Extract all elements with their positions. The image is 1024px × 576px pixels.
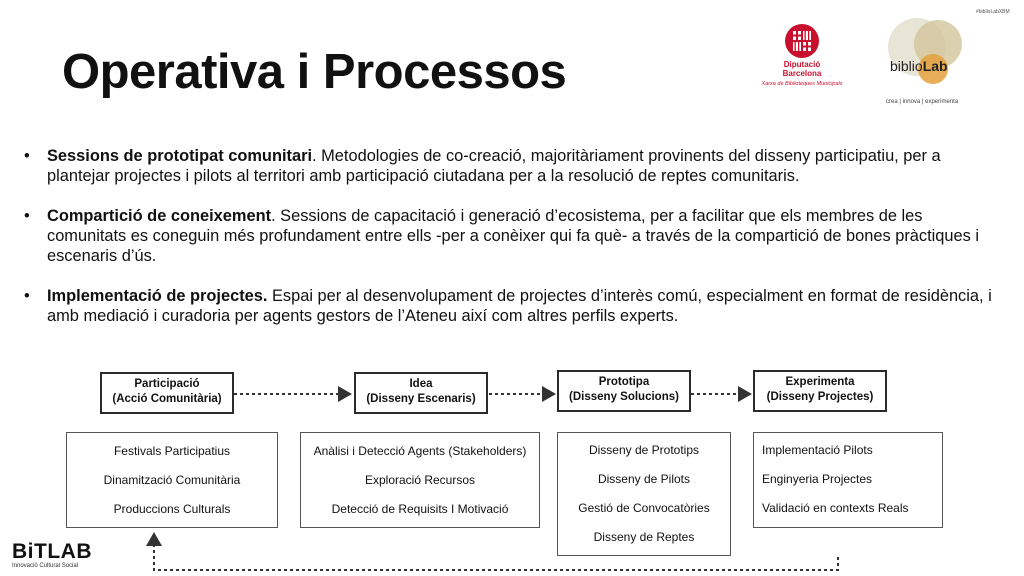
stage-title-experimenta: Experimenta (Disseny Projectes) bbox=[753, 370, 887, 412]
stage-item: Detecció de Requisits I Motivació bbox=[331, 502, 509, 516]
stage-list-participacio bbox=[66, 432, 278, 528]
diputacio-name-line1: Diputació bbox=[783, 60, 821, 69]
stage-item: Anàlisi i Detecció Agents (Stakeholders) bbox=[313, 444, 527, 458]
stage-item: Enginyeria Projectes bbox=[762, 472, 873, 486]
bullet-dot-icon: • bbox=[24, 287, 30, 305]
stage-item: Dinamització Comunitària bbox=[103, 473, 241, 487]
bibliolab-name: biblioLab bbox=[890, 58, 948, 74]
page-title: Operativa i Processos bbox=[62, 45, 567, 99]
bullet-dot-icon: • bbox=[24, 147, 30, 165]
stage-title-idea: Idea (Disseny Escenaris) bbox=[354, 372, 488, 414]
feedback-loop-arrow bbox=[154, 534, 838, 570]
bullet-heading: Sessions de prototipat comunitari bbox=[47, 147, 313, 165]
stage-item: Validació en contexts Reals bbox=[762, 501, 909, 515]
bullet-text: . Sessions de capacitació i generació d’ecosistema, per a facilitar que els membres de les comunitats es coneguin més profundament entre ells -per a conèixer qui fa què- a través de la compartició de bones pràctiques i escenaris d’ús. bbox=[47, 207, 980, 265]
bullet-dot-icon: • bbox=[24, 207, 30, 225]
hashtag: #biblioLabXBM bbox=[976, 9, 1010, 15]
bullet-heading: Compartició de coneixement bbox=[47, 207, 272, 225]
bullet-heading: Implementació de projectes. bbox=[47, 287, 268, 305]
stage-item: Exploració Recursos bbox=[364, 473, 476, 487]
stage-list-experimenta bbox=[753, 432, 943, 528]
stage-item: Implementació Pilots bbox=[762, 443, 873, 457]
bitlab-logo bbox=[12, 541, 92, 569]
stage-item: Gestió de Convocatòries bbox=[578, 501, 710, 515]
stage-title-participacio: Participació (Acció Comunitària) bbox=[100, 372, 234, 414]
bullet-text: . Metodologies de co-creació, majoritàriament provinents del disseny participatiu, per a plantejar projectes i pilots al territori amb participació ciutadana per a la resolució de reptes comunitaris. bbox=[47, 147, 941, 185]
stage-list-idea bbox=[300, 432, 540, 528]
bitlab-subtitle: Innovació Cultural Social bbox=[12, 563, 79, 569]
bibliolab-tagline: crea | innova | experimenta bbox=[886, 99, 959, 105]
bullet-text: Espai per al desenvolupament de projectes d’interès comú, especialment en format de residència, i amb mediació i curadoria per agents gestors de l’Ateneu així com altres perfils experts. bbox=[47, 287, 992, 325]
stage-item: Disseny de Prototips bbox=[588, 443, 700, 457]
stage-title-prototipa: Prototipa (Disseny Solucions) bbox=[557, 370, 691, 412]
stage-list-prototipa bbox=[557, 432, 731, 556]
stage-item: Festivals Participatius bbox=[113, 444, 231, 458]
diputacio-name-line2: Barcelona bbox=[782, 69, 822, 78]
stage-item: Disseny de Pilots bbox=[597, 472, 691, 486]
bitlab-name: BiTLAB bbox=[12, 540, 92, 563]
stage-item: Produccions Culturals bbox=[113, 502, 231, 516]
diputacio-subtitle: Xarxa de Biblioteques Municipals bbox=[761, 81, 843, 87]
stage-item: Disseny de Reptes bbox=[593, 530, 695, 544]
